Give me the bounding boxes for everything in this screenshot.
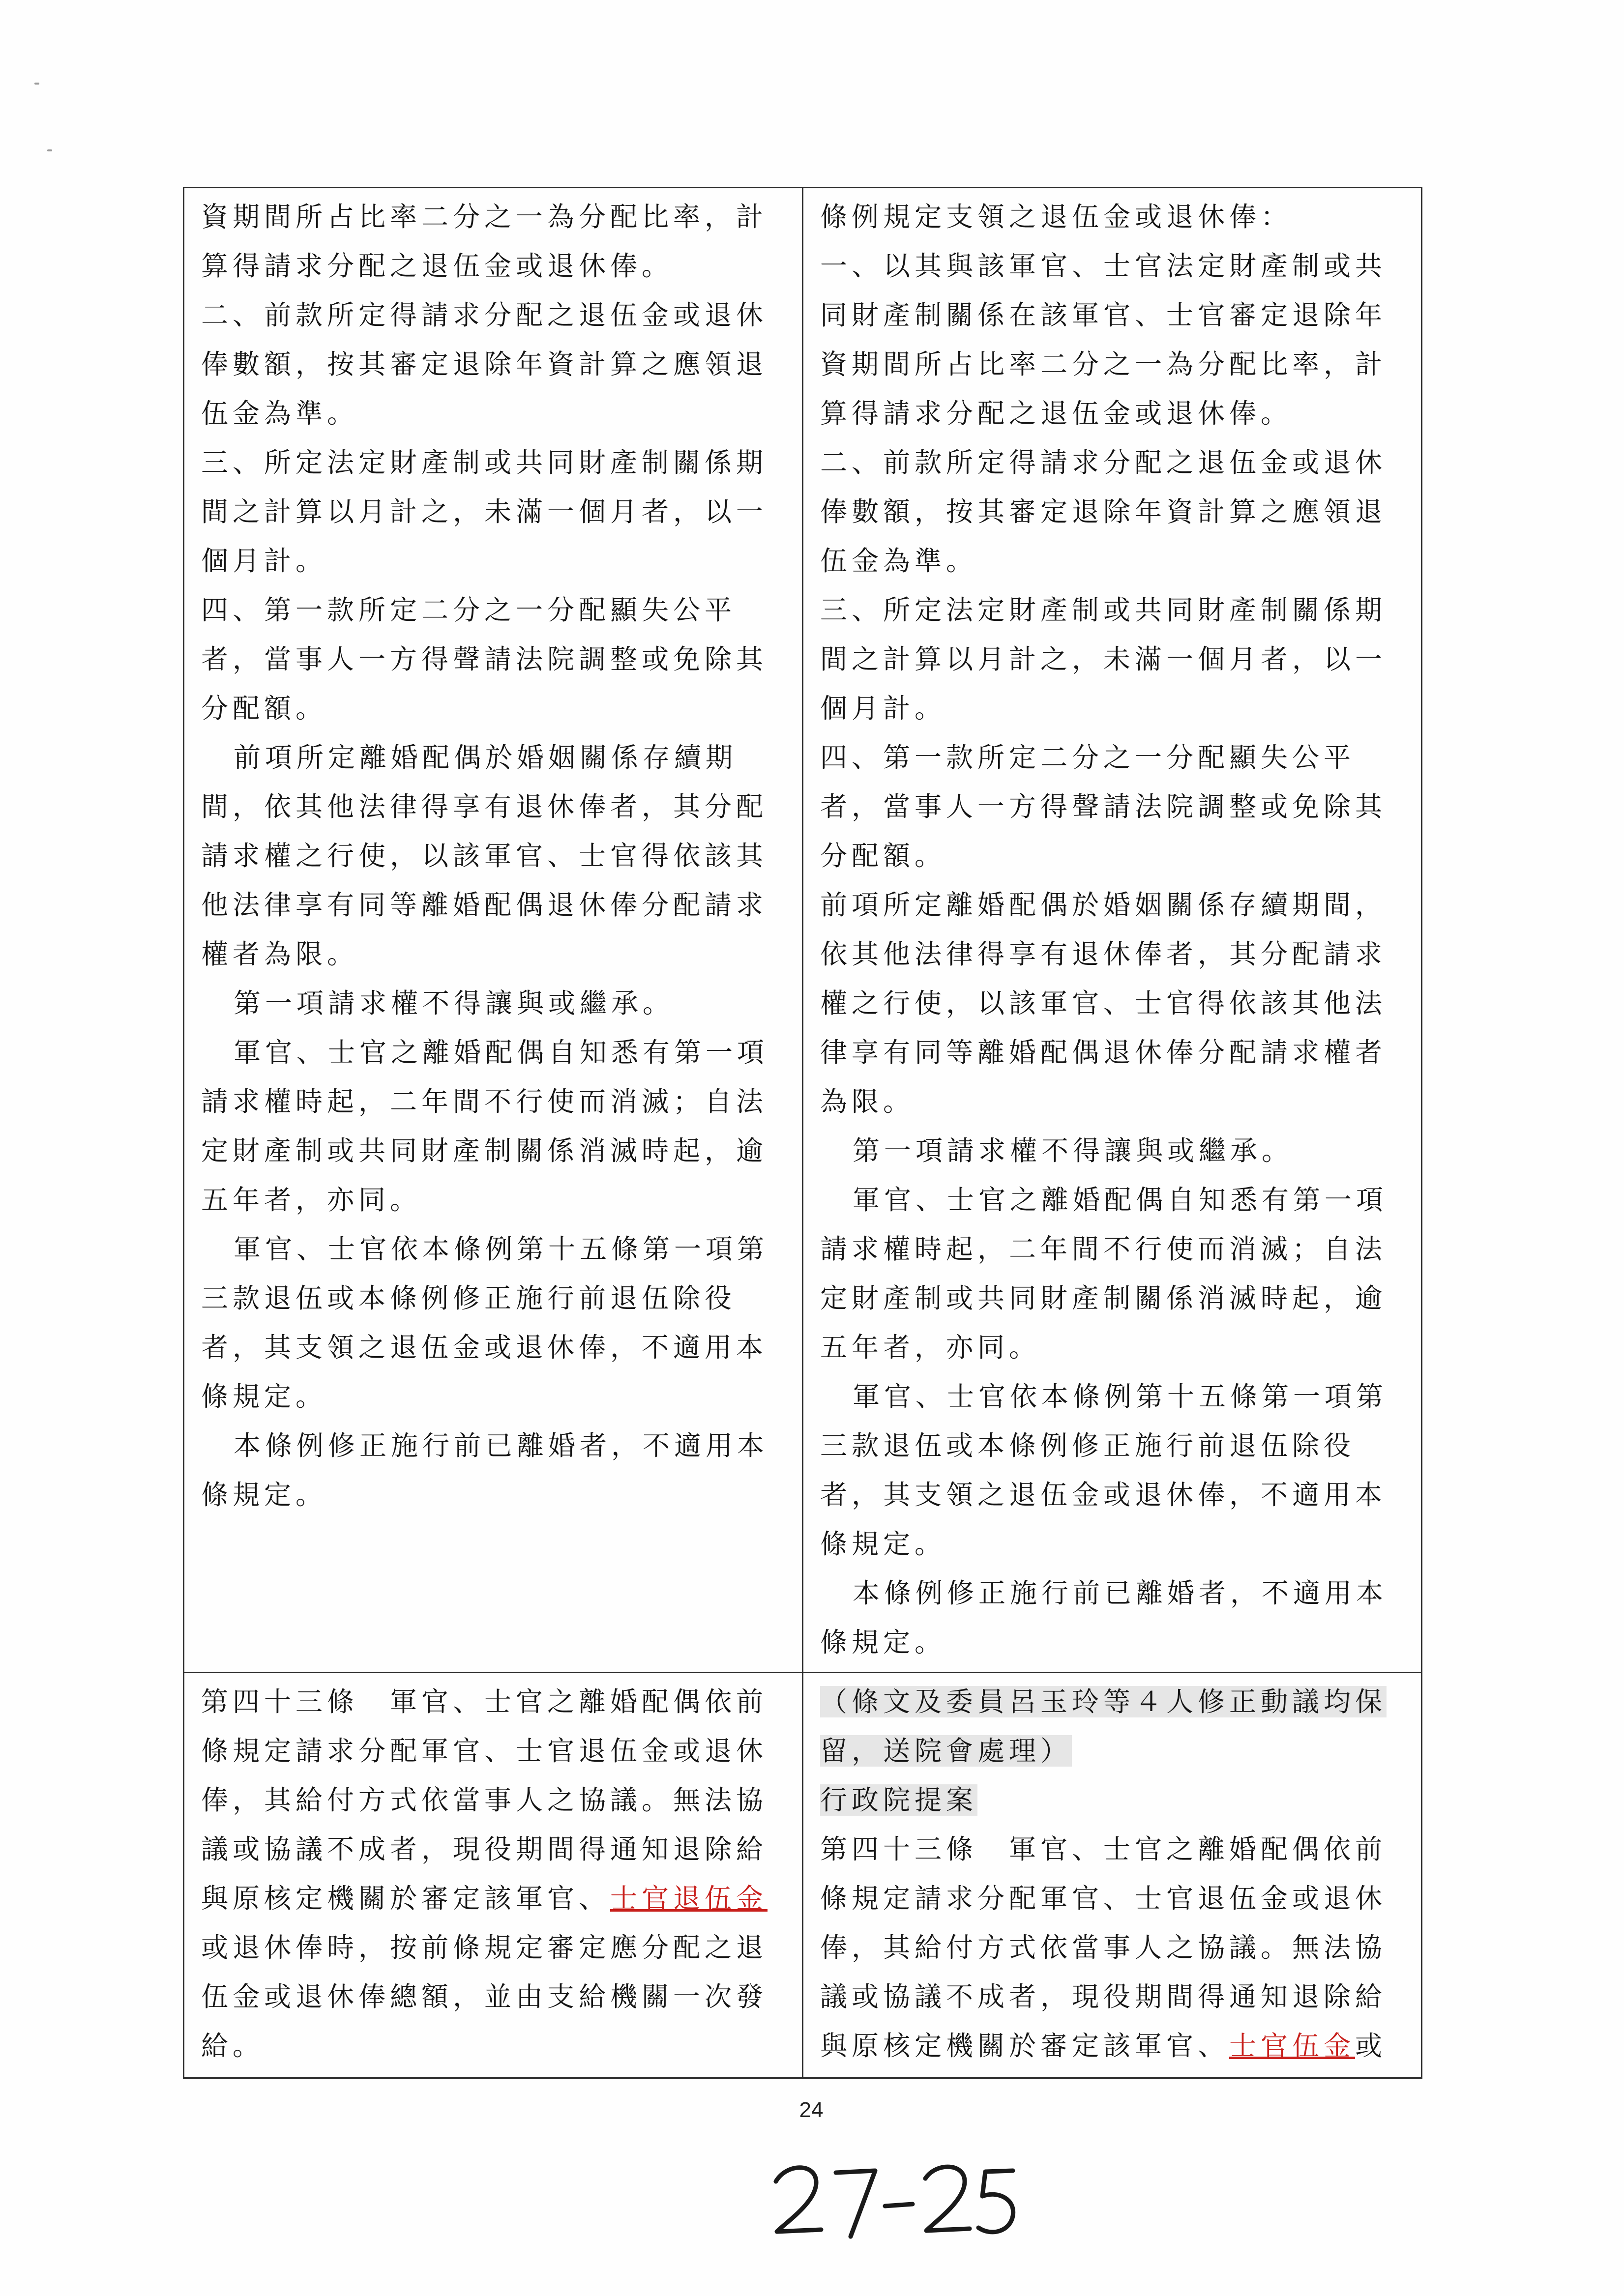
table-row (184, 188, 1422, 1673)
comparison-table (183, 187, 1422, 2079)
amended-term-highlight: 士官伍金 (1229, 2030, 1356, 2062)
paragraph: 第一項請求權不得讓與或繼承。 (853, 1135, 1294, 1166)
paragraph: 軍官、士官依本條例第十五條第一項第三款退伍或本條例修正施行前退伍除役者，其支領之退伍金或退休俸，不適用本條規定。 (820, 1381, 1388, 1560)
paragraph: 四、第一款所定二分之一分配顯失公平者，當事人一方得聲請法院調整或免除其分配額。 (201, 594, 768, 724)
paragraph: 三、所定法定財產制或共同財產制關係期間之計算以月計之，未滿一個月者，以一個月計。 (201, 447, 768, 577)
paragraph: 本條例修正施行前已離婚者，不適用本條規定。 (820, 1577, 1388, 1658)
paragraph: 資期間所占比率二分之一為分配比率，計算得請求分配之退伍金或退休俸。 (201, 201, 768, 282)
article-43-text-continued: 或退休俸時，按前條規定審定應分配之退伍金或退休俸總額，並由支給機關一次發給。 (201, 1932, 768, 2062)
right-column-bottom-cell (803, 1673, 1422, 2078)
scan-speck (47, 149, 52, 151)
paragraph: 一、以其與該軍官、士官法定財產制或共同財產制關係在該軍官、士官審定退除年資期間所占比率二分之一為分配比率，計算得請求分配之退伍金或退休俸。 (820, 250, 1387, 429)
paragraph: 第一項請求權不得讓與或繼承。 (234, 988, 675, 1019)
amended-term-highlight: 士官退伍金 (610, 1883, 768, 1914)
table-row (184, 1673, 1422, 2078)
paragraph: 軍官、士官之離婚配偶自知悉有第一項請求權時起，二年間不行使而消滅；自法定財產制或共同財產制關係消滅時起，逾五年者，亦同。 (201, 1037, 769, 1216)
reservation-note (820, 1677, 1408, 1775)
article-43-text: 第四十三條 軍官、士官之離婚配偶依前條規定請求分配軍官、士官退伍金或退休俸，其給付方式依當事人之協議。無法協議或協議不成者，現役期間得通知退除給與原核定機關於審定該軍官、 (820, 1833, 1387, 2062)
paragraph: 前項所定離婚配偶於婚姻關係存續期間，依其他法律得享有退休俸者，其分配請求權之行使，以該軍官、士官得依該其他法律享有同等離婚配偶退休俸分配請求權者為限。 (201, 742, 768, 970)
left-column-top-cell (184, 188, 803, 1673)
page-number: 24 (799, 2098, 824, 2122)
paragraph: 條例規定支領之退伍金或退休俸： (820, 201, 1293, 233)
paragraph: 軍官、士官依本條例第十五條第一項第三款退伍或本條例修正施行前退伍除役者，其支領之退伍金或退休俸，不適用本條規定。 (201, 1233, 769, 1412)
article-43-text: 第四十三條 軍官、士官之離婚配偶依前條規定請求分配軍官、士官退伍金或退休俸，其給付方式依當事人之協議。無法協議或協議不成者，現役期間得通知退除給與原核定機關於審定該軍官、 (201, 1686, 768, 1914)
reservation-note-text: （條文及委員呂玉玲等４人修正動議均保留，送院會處理） (820, 1686, 1387, 1767)
paragraph: 四、第一款所定二分之一分配顯失公平者，當事人一方得聲請法院調整或免除其分配額。 (820, 742, 1387, 872)
article-43-text-continued: 或 (1355, 2030, 1387, 2062)
right-column-top-cell (803, 188, 1422, 1673)
left-column-bottom-cell (184, 1673, 803, 2078)
paragraph: 本條例修正施行前已離婚者，不適用本條規定。 (201, 1430, 769, 1511)
proposal-label (820, 1775, 1408, 1825)
paragraph: 軍官、士官之離婚配偶自知悉有第一項請求權時起，二年間不行使而消滅；自法定財產制或共同財產制關係消滅時起，逾五年者，亦同。 (820, 1184, 1388, 1363)
paragraph: 二、前款所定得請求分配之退伍金或退休俸數額，按其審定退除年資計算之應領退伍金為準。 (820, 447, 1387, 577)
article-43-paragraph (820, 1825, 1408, 2070)
proposal-label-text: 行政院提案 (820, 1784, 978, 1816)
paragraph: 前項所定離婚配偶於婚姻關係存續期間，依其他法律得享有退休俸者，其分配請求權之行使，以該軍官、士官得依該其他法律享有同等離婚配偶退休俸分配請求權者為限。 (820, 889, 1387, 1117)
scan-speck (34, 83, 39, 85)
paragraph: 二、前款所定得請求分配之退伍金或退休俸數額，按其審定退除年資計算之應領退伍金為準。 (201, 299, 768, 429)
article-43-paragraph (201, 1677, 789, 2070)
paragraph: 三、所定法定財產制或共同財產制關係期間之計算以月計之，未滿一個月者，以一個月計。 (820, 594, 1387, 724)
handwritten-page-mark (767, 2143, 1023, 2241)
